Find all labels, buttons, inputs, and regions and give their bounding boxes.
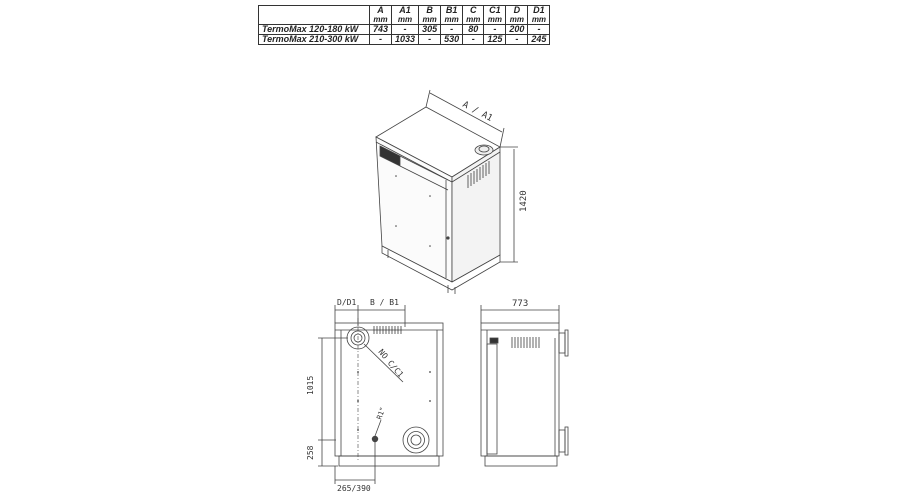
table-cell: -: [392, 25, 419, 35]
col-header-b: B mm: [419, 6, 441, 25]
table-cell: -: [441, 25, 463, 35]
front-drain-port: [372, 436, 378, 442]
table-cell: 125: [484, 35, 506, 45]
front-dim-label-d: D/D1: [337, 298, 357, 307]
front-view: [318, 305, 443, 484]
table-cell: 530: [441, 35, 463, 45]
iso-door-handle: [447, 237, 449, 239]
row-label: TermoMax 210-300 kW: [259, 35, 370, 45]
col-header-c: C mm: [463, 6, 484, 25]
front-dim-label-1015: 1015: [306, 375, 315, 395]
iso-ext-line: [426, 90, 430, 107]
front-body: [335, 323, 443, 456]
side-label-plate: [490, 338, 498, 343]
table-cell: 743: [370, 25, 392, 35]
table-cell: -: [484, 25, 506, 35]
iso-dim-label-height: 1420: [519, 190, 529, 212]
table-cell: 305: [419, 25, 441, 35]
table-cell: -: [463, 35, 484, 45]
col-header-c1: C1 mm: [484, 6, 506, 25]
side-dim-label-773: 773: [512, 299, 529, 309]
iso-dim-label-a: A / A1: [460, 99, 494, 124]
isometric-view: [376, 90, 518, 294]
table-cell: -: [506, 35, 528, 45]
col-header-d1: D1 mm: [528, 6, 550, 25]
side-view: [481, 305, 568, 466]
front-base: [339, 456, 439, 466]
table-cell: 80: [463, 25, 484, 35]
col-header-a1: A1 mm: [392, 6, 419, 25]
front-dim-label-b: B / B1: [370, 298, 399, 307]
col-header-b1: B1 mm: [441, 6, 463, 25]
iso-flue-pipe: [475, 145, 493, 155]
col-header-a: A mm: [370, 6, 392, 25]
table-cell: 245: [528, 35, 550, 45]
side-upper-flange: [565, 330, 568, 356]
table-cell: -: [528, 25, 550, 35]
front-dim-label-bottom: 265/390: [337, 484, 371, 493]
side-upper-pipe: [559, 333, 565, 353]
front-dim-label-258: 258: [306, 445, 315, 460]
front-r1-label: R1": [375, 406, 388, 421]
table-cell: 1033: [392, 35, 419, 45]
row-label: TermoMax 120-180 kW: [259, 25, 370, 35]
table-cell: 200: [506, 25, 528, 35]
front-dn-label: NO C/C1: [376, 347, 406, 380]
table-cell: -: [419, 35, 441, 45]
col-header-d: D mm: [506, 6, 528, 25]
side-lower-pipe: [559, 430, 565, 452]
side-base: [485, 456, 557, 466]
side-lower-flange: [565, 427, 568, 455]
table-cell: -: [370, 35, 392, 45]
